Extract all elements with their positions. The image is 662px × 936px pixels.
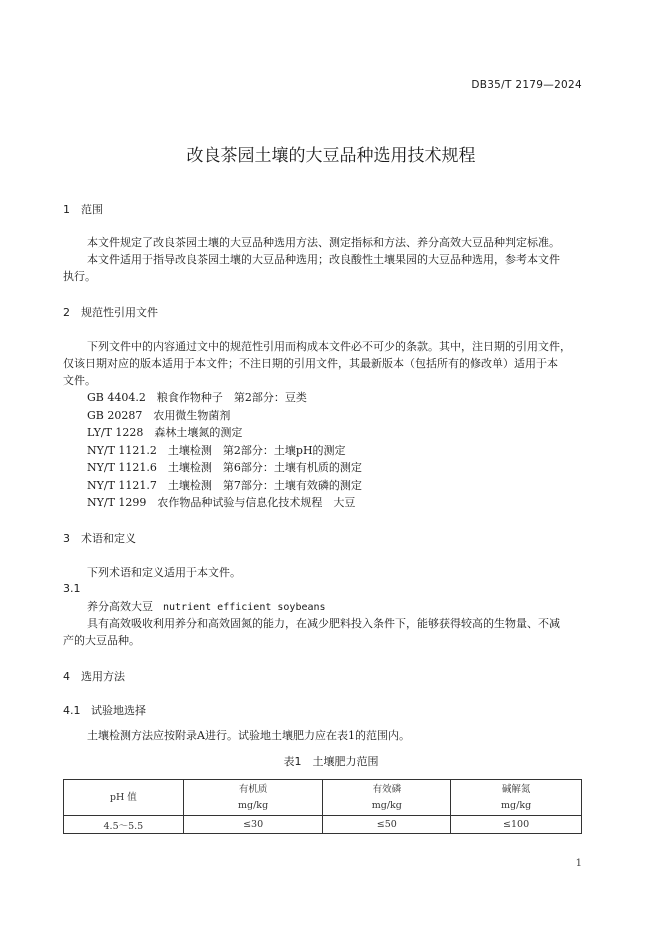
term-english: nutrient efficient soybeans — [163, 602, 326, 613]
header-unit: mg/kg — [501, 799, 532, 811]
section-heading-2 — [63, 304, 158, 320]
term-number: 3.1 — [63, 582, 81, 595]
reference-item: GB 4404.2 粮食作物种子 第2部分：豆类 — [87, 391, 307, 404]
table-caption: 表1 土壤肥力范围 — [283, 755, 379, 768]
subsection-title: 试验地选择 — [91, 704, 146, 717]
references-paragraph-line-1: 下列文件中的内容通过文中的规范性引用而构成本文件必不可少的条款。其中，注日期的引用文件， — [87, 340, 571, 353]
header-name: 有效磷 — [372, 783, 402, 795]
section-heading-1 — [63, 201, 103, 217]
header-name: pH 值 — [109, 791, 137, 803]
reference-item: NY/T 1299 农作物品种试验与信息化技术规程 大豆 — [87, 496, 356, 509]
references-paragraph-line-3: 文件。 — [63, 374, 96, 387]
section-heading-3 — [63, 530, 136, 546]
section-title: 范围 — [81, 203, 103, 216]
table-row — [64, 816, 582, 834]
header-name: 碱解氮 — [501, 783, 531, 795]
section-number: 3 — [63, 532, 70, 545]
page-number: 1 — [575, 858, 582, 869]
table-cell: ≤100 — [451, 816, 582, 834]
header-name: 有机质 — [238, 783, 268, 795]
section-title: 术语和定义 — [81, 532, 136, 545]
soil-fertility-table — [63, 779, 582, 834]
section-title: 规范性引用文件 — [81, 306, 158, 319]
term-definition-cont: 产的大豆品种。 — [63, 634, 140, 647]
reference-item: LY/T 1228 森林土壤氮的测定 — [87, 426, 243, 439]
reference-item: NY/T 1121.7 土壤检测 第7部分：土壤有效磷的测定 — [87, 479, 362, 492]
header-unit: mg/kg — [238, 799, 269, 811]
scope-paragraph-1: 本文件规定了改良茶园土壤的大豆品种选用方法、测定指标和方法、养分高效大豆品种判定标准。 — [87, 236, 560, 249]
table-header-cell — [64, 780, 184, 816]
subsection-heading-4-1 — [63, 702, 146, 718]
table-header-cell — [451, 780, 582, 816]
table-header-row — [64, 780, 582, 816]
table-header-cell — [323, 780, 451, 816]
document-title: 改良茶园土壤的大豆品种选用技术规程 — [186, 146, 476, 166]
table-cell: ≤30 — [183, 816, 323, 834]
document-code: DB35/T 2179—2024 — [471, 79, 582, 91]
table-cell: 4.5～5.5 — [64, 816, 184, 834]
subsection-number: 4.1 — [63, 704, 81, 717]
term-chinese: 养分高效大豆 — [87, 600, 153, 613]
term-heading — [87, 598, 326, 614]
scope-paragraph-2-cont: 执行。 — [63, 270, 96, 283]
site-selection-paragraph: 土壤检测方法应按附录A进行。试验地土壤肥力应在表1的范围内。 — [87, 729, 410, 742]
section-number: 4 — [63, 670, 70, 683]
term-definition: 具有高效吸收利用养分和高效固氮的能力，在减少肥料投入条件下，能够获得较高的生物量、不减 — [87, 617, 560, 630]
section-number: 2 — [63, 306, 70, 319]
references-paragraph-line-2: 仅该日期对应的版本适用于本文件；不注日期的引用文件，其最新版本（包括所有的修改单）适用于本 — [63, 357, 558, 370]
terms-intro: 下列术语和定义适用于本文件。 — [87, 566, 241, 579]
scope-paragraph-2: 本文件适用于指导改良茶园土壤的大豆品种选用；改良酸性土壤果园的大豆品种选用，参考本文件 — [87, 253, 560, 266]
section-heading-4 — [63, 668, 125, 684]
section-number: 1 — [63, 203, 70, 216]
section-title: 选用方法 — [81, 670, 125, 683]
header-unit: mg/kg — [371, 799, 402, 811]
reference-item: GB 20287 农用微生物菌剂 — [87, 409, 231, 422]
table-cell: ≤50 — [323, 816, 451, 834]
table-header-cell — [183, 780, 323, 816]
reference-item: NY/T 1121.6 土壤检测 第6部分：土壤有机质的测定 — [87, 461, 362, 474]
reference-item: NY/T 1121.2 土壤检测 第2部分：土壤pH的测定 — [87, 444, 346, 457]
